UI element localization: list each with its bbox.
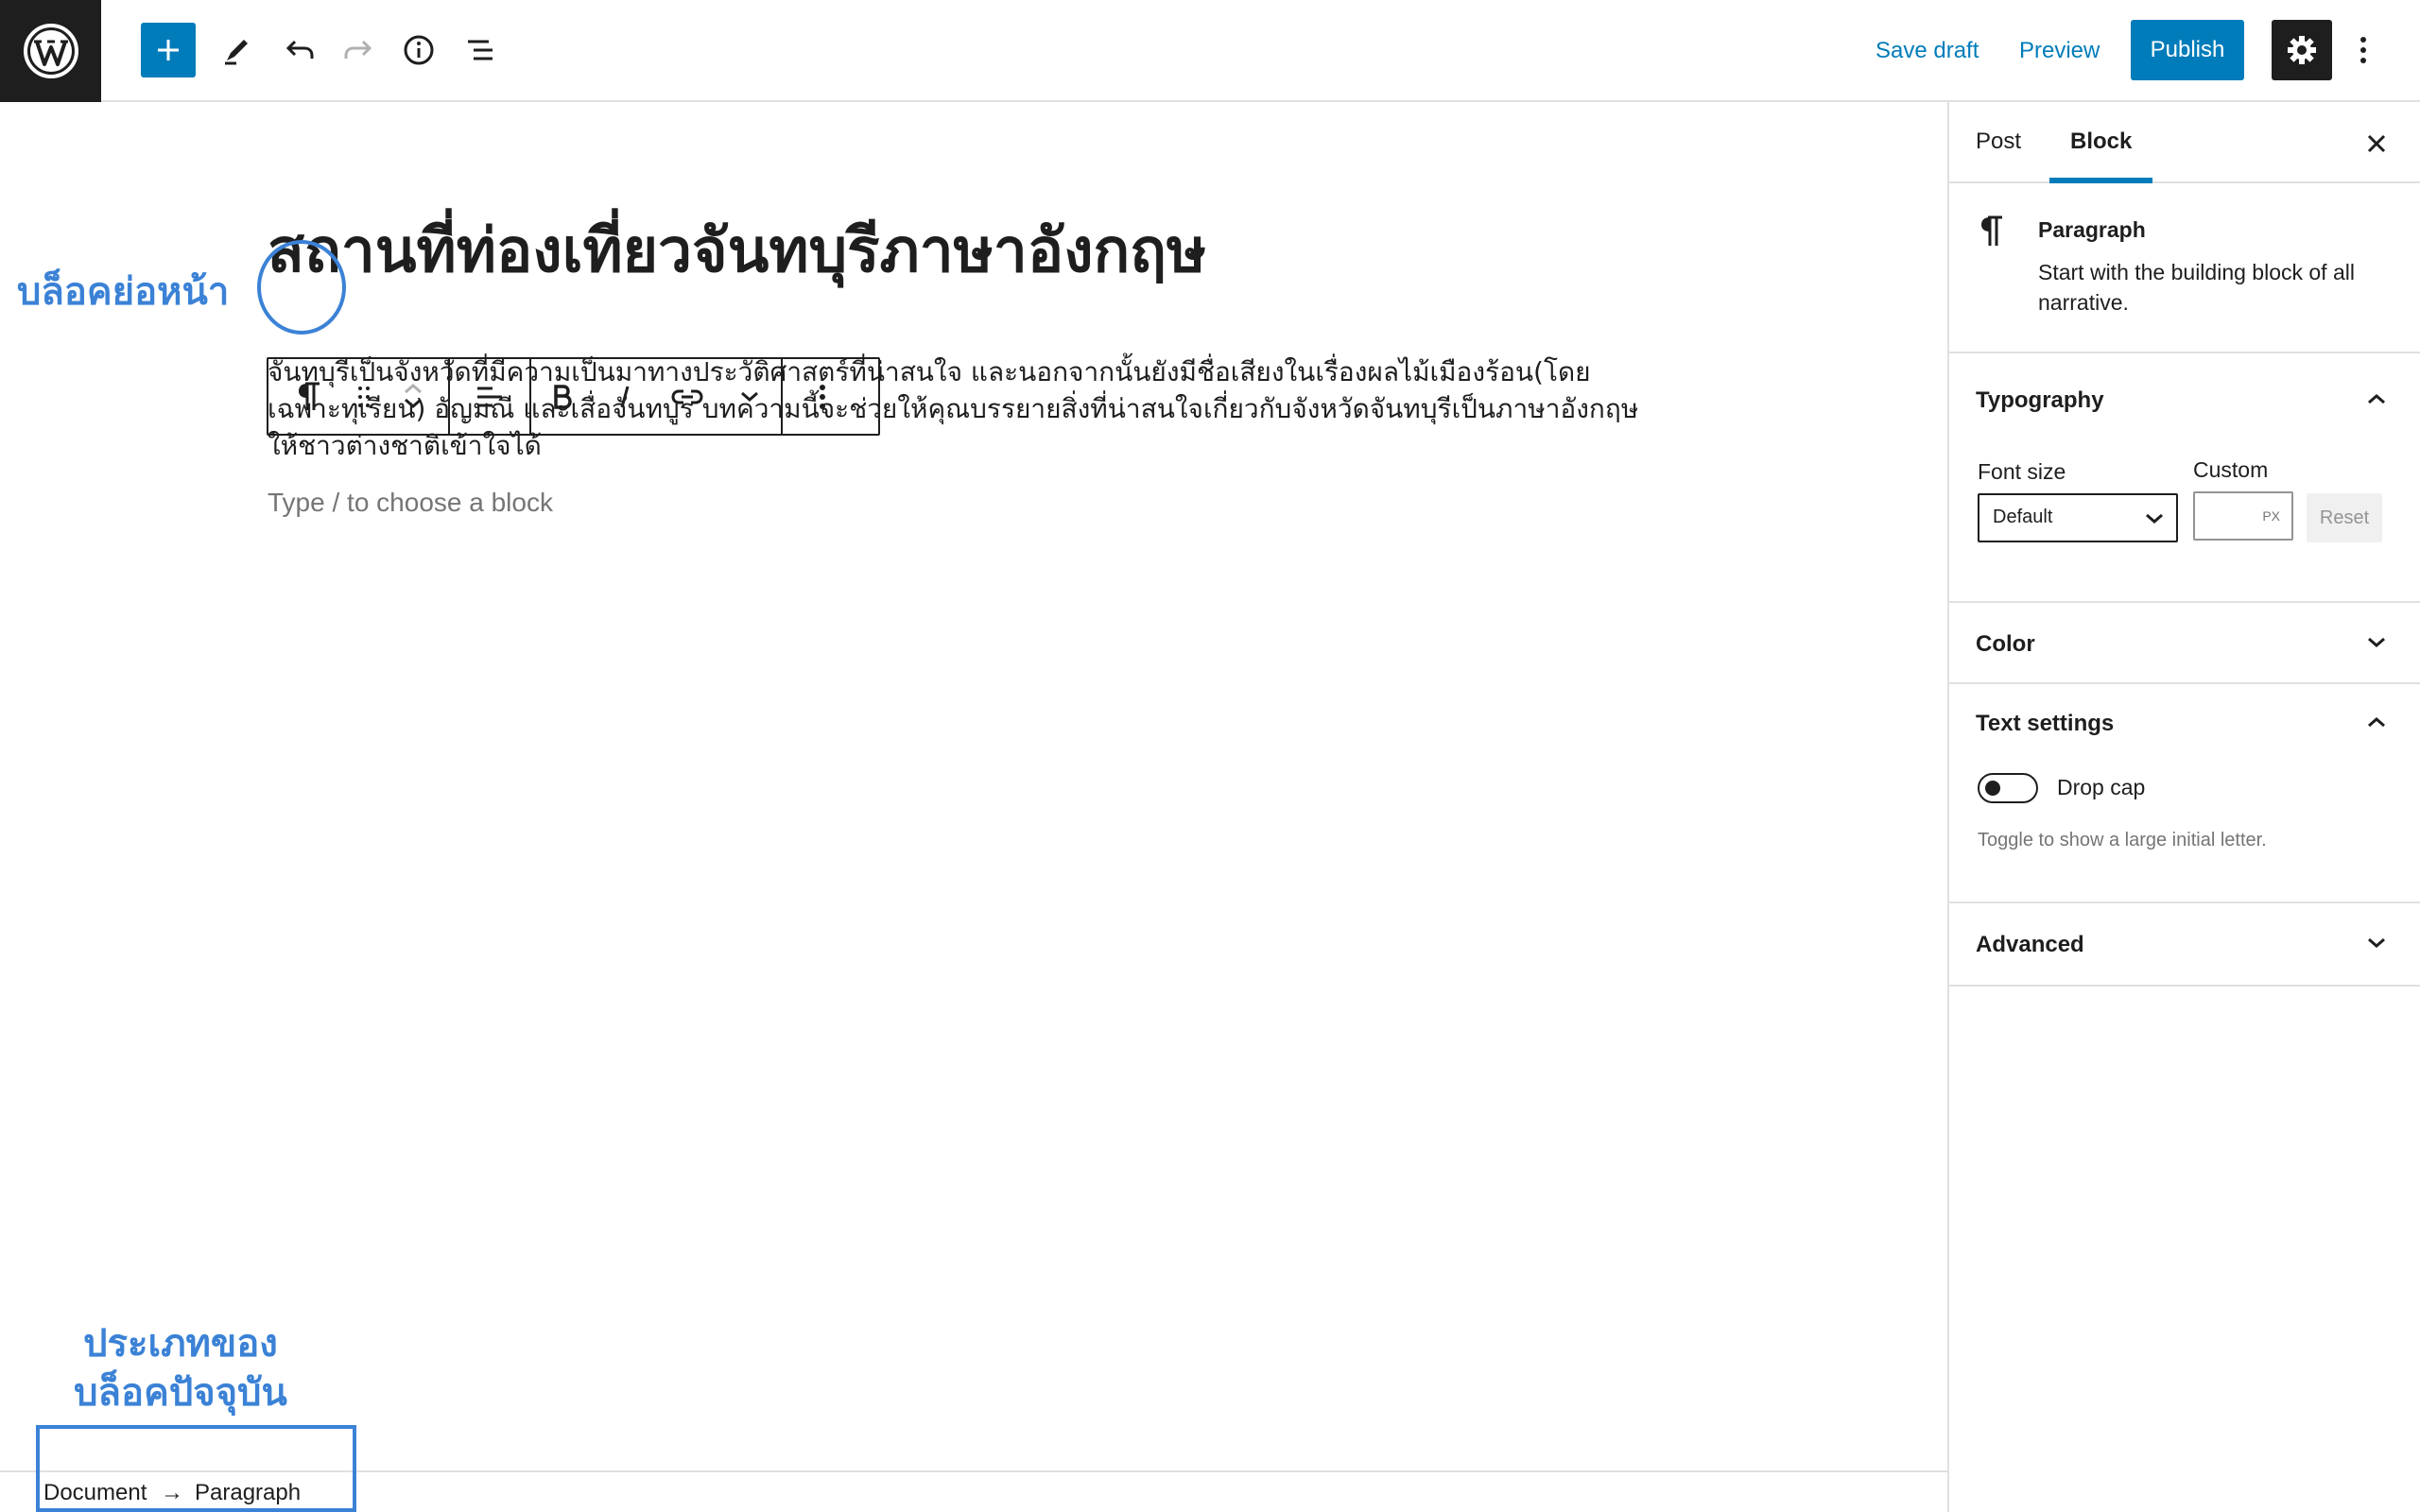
plus-icon: [155, 37, 182, 63]
paragraph-icon: [1979, 215, 2004, 252]
tab-block[interactable]: Block: [2049, 102, 2152, 183]
annotation-rectangle: [36, 1425, 356, 1512]
more-vertical-icon: [2360, 36, 2367, 64]
block-appender[interactable]: Type / to choose a block: [268, 488, 553, 517]
advanced-heading[interactable]: Advanced: [1976, 932, 2084, 957]
wordpress-logo-icon[interactable]: [0, 0, 101, 102]
chevron-up-icon: [2366, 392, 2387, 405]
annotation-block-type-line1: ประเภทของ: [83, 1322, 278, 1366]
drop-cap-toggle[interactable]: [1978, 773, 2038, 803]
close-sidebar-button[interactable]: [2356, 123, 2397, 164]
block-card: [1949, 183, 2420, 353]
annotation-paragraph-block-label: บล็อคย่อหน้า: [17, 270, 230, 314]
redo-icon: [342, 34, 374, 66]
breadcrumb-paragraph[interactable]: Paragraph: [195, 1480, 302, 1505]
details-button[interactable]: [391, 23, 446, 77]
advanced-panel: [1949, 903, 2420, 987]
settings-button[interactable]: [2272, 20, 2332, 80]
gear-icon: [2286, 34, 2318, 66]
save-draft-button[interactable]: Save draft: [1876, 38, 1979, 63]
list-view-icon: [464, 34, 496, 66]
typography-toggle[interactable]: [2356, 378, 2397, 420]
custom-unit: PX: [2262, 508, 2280, 524]
chevron-down-icon: [2366, 936, 2387, 950]
color-heading[interactable]: Color: [1976, 631, 2035, 657]
breadcrumb-document[interactable]: Document: [43, 1480, 147, 1505]
settings-sidebar: [1947, 102, 2420, 1512]
sidebar-tabs: [1949, 102, 2420, 183]
preview-button[interactable]: Preview: [2019, 38, 2100, 63]
post-title[interactable]: สถานที่ท่องเที่ยวจันทบุรีภาษาอังกฤษ: [268, 216, 1207, 286]
more-options-button[interactable]: [2346, 25, 2380, 76]
advanced-toggle[interactable]: [2356, 922, 2397, 964]
typography-panel: [1949, 353, 2420, 603]
annotation-block-type-line2: บล็อคปัจจุบัน: [74, 1371, 287, 1415]
font-size-value: Default: [1993, 507, 2053, 527]
drop-cap-help: Toggle to show a large initial letter.: [1978, 830, 2267, 850]
chevron-down-icon: [2366, 636, 2387, 649]
block-card-title: Paragraph: [2038, 217, 2146, 242]
annotation-circle: [257, 240, 346, 335]
font-size-label: Font size: [1978, 459, 2066, 484]
font-size-select[interactable]: [1978, 493, 2178, 542]
reset-font-size-button[interactable]: Reset: [2307, 493, 2382, 542]
custom-font-size-input[interactable]: [2193, 491, 2293, 541]
redo-button[interactable]: [331, 23, 386, 77]
text-settings-heading[interactable]: Text settings: [1976, 711, 2115, 736]
tab-post[interactable]: Post: [1976, 129, 2022, 154]
drop-cap-label[interactable]: Drop cap: [2057, 775, 2146, 799]
color-panel: [1949, 603, 2420, 684]
breadcrumb-separator-arrow-icon: →: [161, 1480, 183, 1505]
close-icon: [2366, 133, 2387, 154]
chevron-up-icon: [2366, 715, 2387, 729]
block-card-description: Start with the building block of all narrative.: [2038, 260, 2355, 315]
publish-button[interactable]: Publish: [2131, 20, 2244, 80]
tools-button[interactable]: [210, 23, 265, 77]
undo-button[interactable]: [272, 23, 327, 77]
toggle-knob: [1985, 781, 2000, 796]
custom-label: Custom: [2193, 457, 2269, 482]
info-icon: [403, 34, 435, 66]
add-block-button[interactable]: [141, 23, 196, 77]
list-view-button[interactable]: [453, 23, 508, 77]
editor-header: [0, 0, 2420, 102]
paragraph-block[interactable]: จันทบุรีเป็นจังหวัดที่มีความเป็นมาทางประวัติศาสตร์ที่น่าสนใจ และนอกจากนั้นยังมีชื่อเสียงในเรื่องผลไม้เมืองร้อน(โดยเฉพาะทุเรียน) อัญมณี และเสื่อจันทบูร บทความนี้จะช่วยให้คุณบรรยายสิ่งที่น่าสนใจเกี่ยวกับจังหวัดจันทบุรีเป็นภาษาอังกฤษให้ชาวต่างชาติเข้าใจได้: [268, 356, 1639, 461]
text-settings-toggle[interactable]: [2356, 701, 2397, 743]
chevron-down-icon: [2144, 512, 2165, 525]
undo-icon: [284, 34, 316, 66]
annotation-block-type-label: [62, 1319, 299, 1418]
text-settings-panel: [1949, 684, 2420, 903]
typography-heading[interactable]: Typography: [1976, 387, 2104, 413]
color-toggle[interactable]: [2356, 622, 2397, 663]
pencil-icon: [221, 34, 253, 66]
